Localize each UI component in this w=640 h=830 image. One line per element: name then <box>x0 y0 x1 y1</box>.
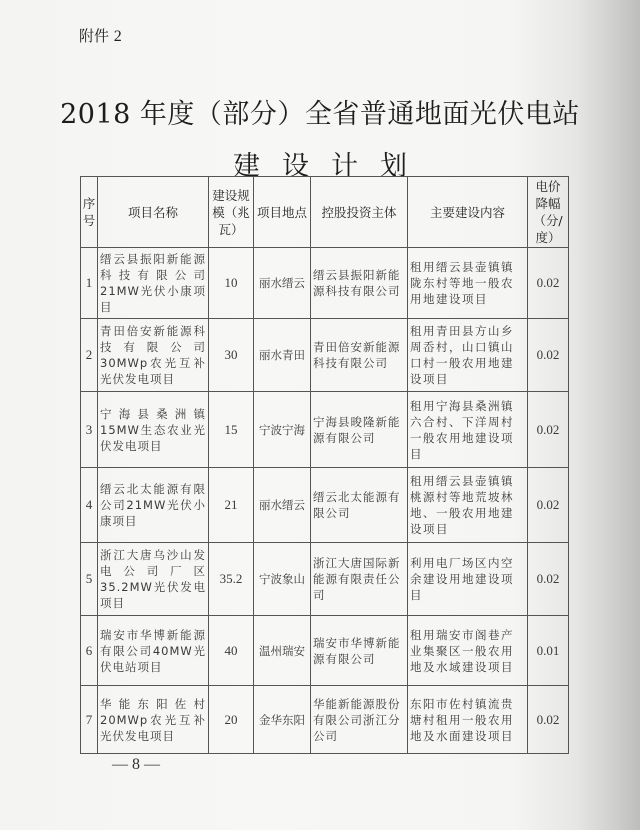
cell-investor: 宁海县晙隆新能源有限公司 <box>311 392 408 468</box>
table-row <box>81 686 569 754</box>
cell-investor: 华能新能源股份有限公司浙江分公司 <box>311 686 408 754</box>
cell-price: 0.01 <box>528 616 569 686</box>
cell-seq: 5 <box>81 543 98 616</box>
cell-price: 0.02 <box>528 319 569 392</box>
header-location: 项目地点 <box>254 177 311 248</box>
cell-scale: 21 <box>209 468 254 543</box>
attachment-number: 2 <box>113 28 122 45</box>
cell-investor: 青田倍安新能源科技有限公司 <box>311 319 408 392</box>
header-scale: 建设规模（兆瓦） <box>209 177 254 248</box>
attachment-label <box>79 25 122 46</box>
cell-location: 金华东阳 <box>254 686 311 754</box>
cell-content: 租用缙云县壶镇镇陇东村等地一般农用地建设项目 <box>408 248 528 319</box>
cell-scale: 10 <box>209 248 254 319</box>
document-title-line2: 建设计划 <box>233 151 429 182</box>
table-row <box>81 248 569 319</box>
cell-scale: 30 <box>209 319 254 392</box>
cell-investor: 浙江大唐国际新能源有限责任公司 <box>311 543 408 616</box>
cell-price: 0.02 <box>528 468 569 543</box>
header-price: 电价降幅（分/度） <box>528 177 569 248</box>
cell-price: 0.02 <box>528 248 569 319</box>
cell-content: 租用青田县方山乡周岙村，山口镇山口村一般农用地建设项目 <box>408 319 528 392</box>
cell-location: 丽水青田 <box>254 319 311 392</box>
cell-scale: 15 <box>209 392 254 468</box>
cell-location: 丽水缙云 <box>254 248 311 319</box>
cell-name: 瑞安市华博新能源有限公司40MW光伏电站项目 <box>98 616 209 686</box>
page-number: — 8 — <box>112 756 160 773</box>
cell-seq: 6 <box>81 616 98 686</box>
cell-seq: 4 <box>81 468 98 543</box>
cell-content: 利用电厂场区内空余建设用地建设项目 <box>408 543 528 616</box>
table-row <box>81 468 569 543</box>
cell-seq: 1 <box>81 248 98 319</box>
cell-seq: 3 <box>81 392 98 468</box>
cell-investor: 缙云县振阳新能源科技有限公司 <box>311 248 408 319</box>
cell-investor: 缙云北太能源有限公司 <box>311 468 408 543</box>
table-header-row <box>81 177 569 248</box>
cell-location: 宁波象山 <box>254 543 311 616</box>
table-row <box>81 616 569 686</box>
cell-seq: 2 <box>81 319 98 392</box>
cell-location: 宁波宁海 <box>254 392 311 468</box>
cell-scale: 20 <box>209 686 254 754</box>
cell-scale: 35.2 <box>209 543 254 616</box>
header-seq: 序号 <box>81 177 98 248</box>
construction-plan-table <box>80 176 569 754</box>
cell-location: 丽水缙云 <box>254 468 311 543</box>
cell-content: 租用宁海县桑洲镇六合村、下洋周村一般农用地建设项目 <box>408 392 528 468</box>
cell-content: 东阳市佐村镇流贵塘村租用一般农用地及水面建设项目 <box>408 686 528 754</box>
cell-price: 0.02 <box>528 686 569 754</box>
cell-scale: 40 <box>209 616 254 686</box>
header-content: 主要建设内容 <box>408 177 528 248</box>
cell-seq: 7 <box>81 686 98 754</box>
cell-name: 宁海县桑洲镇15MW生态农业光伏发电项目 <box>98 392 209 468</box>
cell-content: 租用缙云县壶镇镇桃源村等地荒坡林地、一般农用地建设项目 <box>408 468 528 543</box>
cell-name: 华能东阳佐村20MWp农光互补光伏发电项目 <box>98 686 209 754</box>
cell-name: 浙江大唐乌沙山发电公司厂区35.2MW光伏发电项目 <box>98 543 209 616</box>
cell-investor: 瑞安市华博新能源有限公司 <box>311 616 408 686</box>
table-row <box>81 543 569 616</box>
cell-location: 温州瑞安 <box>254 616 311 686</box>
document-title-line1: 2018 年度（部分）全省普通地面光伏电站 <box>60 99 580 130</box>
header-name: 项目名称 <box>98 177 209 248</box>
cell-name: 缙云北太能源有限公司21MW光伏小康项目 <box>98 468 209 543</box>
cell-price: 0.02 <box>528 392 569 468</box>
cell-name: 缙云县振阳新能源科技有限公司21MW光伏小康项目 <box>98 248 209 319</box>
attachment-label-text: 附件 <box>79 27 110 45</box>
cell-name: 青田倍安新能源科技有限公司30MWp农光互补光伏发电项目 <box>98 319 209 392</box>
header-investor: 控股投资主体 <box>311 177 408 248</box>
table-row <box>81 392 569 468</box>
cell-content: 租用瑞安市阁巷产业集聚区一般农用地及水域建设项目 <box>408 616 528 686</box>
table-row <box>81 319 569 392</box>
cell-price: 0.02 <box>528 543 569 616</box>
